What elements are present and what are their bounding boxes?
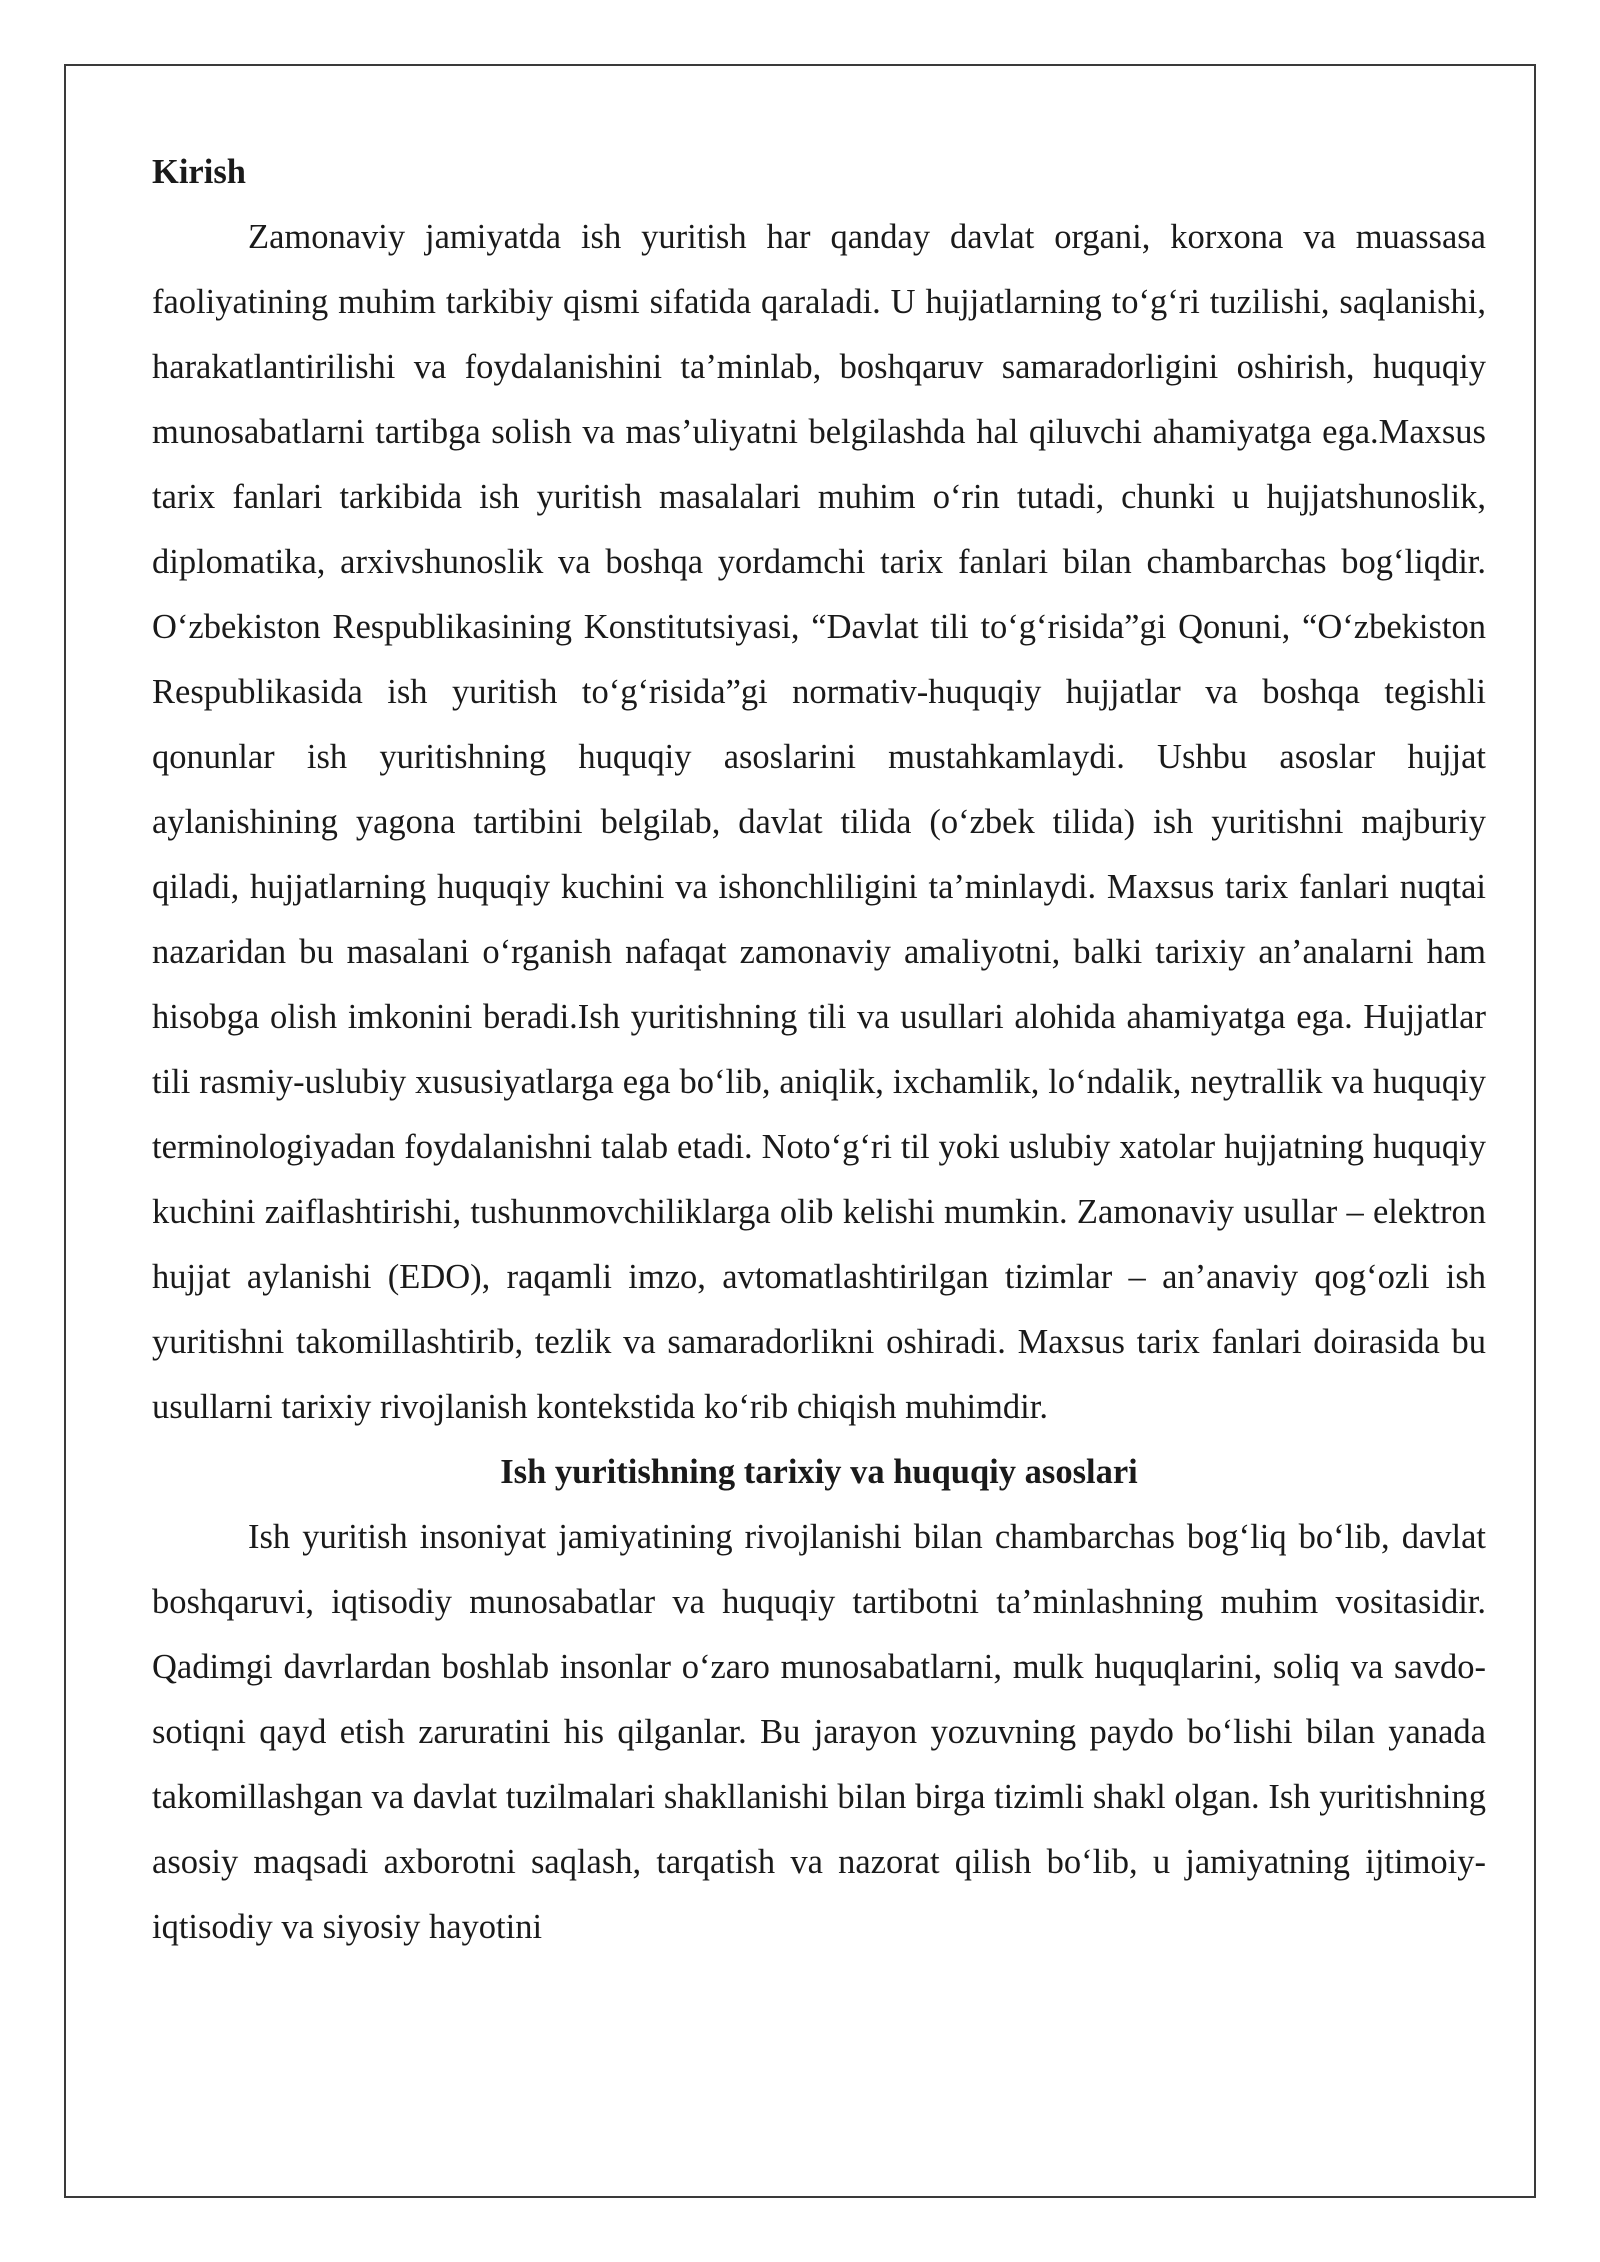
section-paragraph: Ish yuritish insoniyat jamiyatining rivojlanishi bilan chambarchas bog‘liq bo‘lib, davlat boshqaruvi, iqtisodiy munosabatlar va huquqiy tartibotni ta’minlashning muhim vositasidir. Qadimgi davrlardan boshlab insonlar o‘zaro munosabatlarni, mulk huquqlarini, soliq va savdo-sotiqni qayd etish zaruratini his qilganlar. Bu jarayon yozuvning paydo bo‘lishi bilan yanada takomillashgan va davlat tuzilmalari shakllanishi bilan birga tizimli shakl olgan. Ish yuritishning asosiy maqsadi axborotni saqlash, tarqatish va nazorat qilish bo‘lib, u jamiyatning ijtimoiy-iqtisodiy va siyosiy hayotini — [152, 1518, 1486, 1946]
section-heading: Ish yuritishning tarixiy va huquqiy asoslari — [500, 1453, 1138, 1491]
intro-paragraph: Zamonaviy jamiyatda ish yuritish har qanday davlat organi, korxona va muassasa faoliyatining muhim tarkibiy qismi sifatida qaraladi. U hujjatlarning to‘g‘ri tuzilishi, saqlanishi, harakatlantirilishi va foydalanishini ta’minlab, boshqaruv samaradorligini oshirish, huquqiy munosabatlarni tartibga solish va mas’uliyatni belgilashda hal qiluvchi ahamiyatga ega.Maxsus tarix fanlari tarkibida ish yuritish masalalari muhim o‘rin tutadi, chunki u hujjatshunoslik, diplomatika, arxivshunoslik va boshqa yordamchi tarix fanlari bilan chambarchas bog‘liqdir. O‘zbekiston Respublikasining Konstitutsiyasi, “Davlat tili to‘g‘risida”gi Qonuni, “O‘zbekiston Respublikasida ish yuritish to‘g‘risida”gi normativ-huquqiy hujjatlar va boshqa tegishli qonunlar ish yuritishning huquqiy asoslarini mustahkamlaydi. Ushbu asoslar hujjat aylanishining yagona tartibini belgilab, davlat tilida (o‘zbek tilida) ish yuritishni majburiy qiladi, hujjatlarning huquqiy kuchini va ishonchliligini ta’minlaydi. Maxsus tarix fanlari nuqtai nazaridan bu masalani o‘rganish nafaqat zamonaviy amaliyotni, balki tarixiy an’analarni ham hisobga olish imkonini beradi.Ish yuritishning tili va usullari alohida ahamiyatga ega. Hujjatlar tili rasmiy-uslubiy xususiyatlarga ega bo‘lib, aniqlik, ixchamlik, lo‘ndalik, neytrallik va huquqiy terminologiyadan foydalanishni talab etadi. Noto‘g‘ri til yoki uslubiy xatolar hujjatning huquqiy kuchini zaiflashtirishi, tushunmovchiliklarga olib kelishi mumkin. Zamonaviy usullar – elektron hujjat aylanishi (EDO), raqamli imzo, avtomatlashtirilgan tizimlar – an’anaviy qog‘ozli ish yuritishni takomillashtirib, tezlik va samaradorlikni oshiradi. Maxsus tarix fanlari doirasida bu usullarni tarixiy rivojlanish kontekstida ko‘rib chiqish muhimdir. — [152, 218, 1486, 1426]
document-body — [152, 140, 1486, 1960]
intro-heading: Kirish — [152, 153, 246, 191]
